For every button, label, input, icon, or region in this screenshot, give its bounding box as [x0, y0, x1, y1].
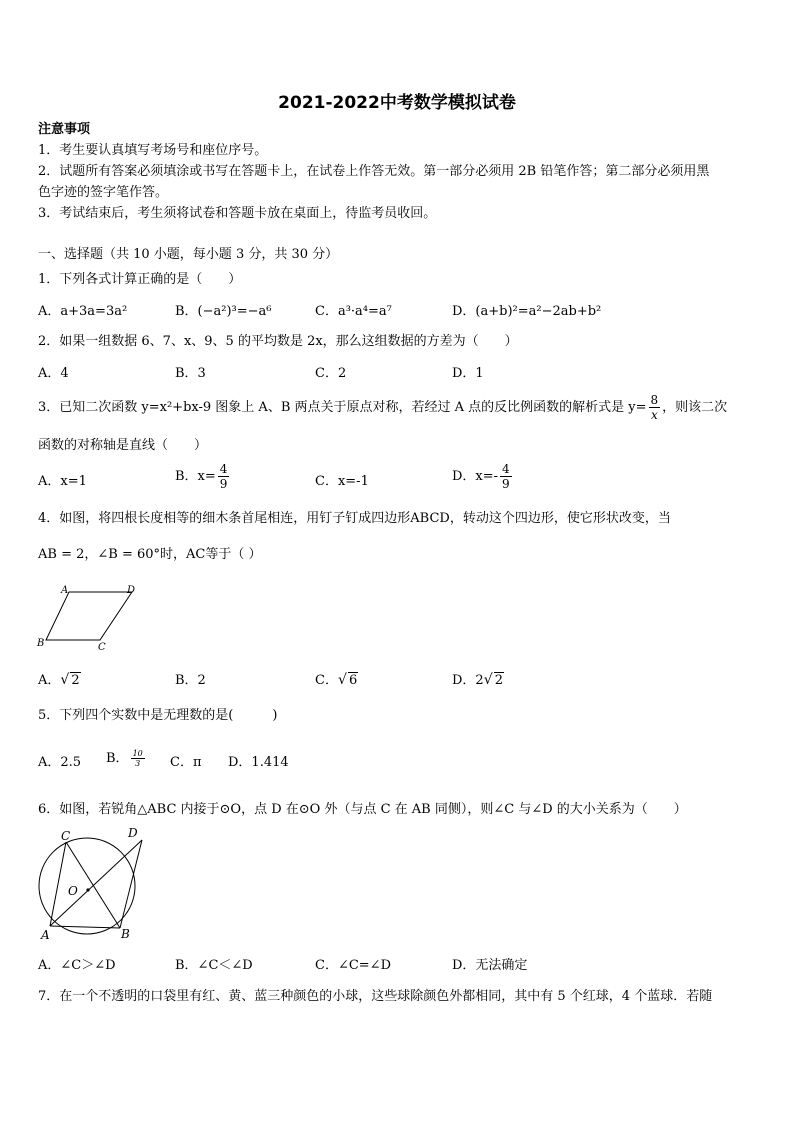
- q4-option-d-prefix: D．2: [452, 673, 484, 688]
- q5-option-b-prefix: B．: [106, 751, 129, 766]
- q2-option-c[interactable]: C．2: [315, 366, 347, 381]
- q1-option-c[interactable]: [315, 304, 392, 320]
- point-b-label: B: [121, 927, 130, 941]
- q3-option-d[interactable]: [452, 462, 514, 491]
- parallelogram-abcd: [46, 592, 132, 640]
- q3-d-numerator: 4: [502, 462, 510, 476]
- q1-option-d-text: D．(a+b)²=a²−2ab+b²: [452, 304, 602, 319]
- circle-figure: [34, 824, 152, 946]
- q4-option-d-radicand: 2: [494, 673, 503, 688]
- q4-option-c-prefix: C．: [315, 673, 338, 688]
- section-heading: 一、选择题（共 10 小题，每小题 3 分，共 30 分）: [38, 247, 339, 262]
- q3-stem-line2: 函数的对称轴是直线（ ）: [38, 438, 208, 453]
- point-d-label: D: [128, 826, 138, 840]
- q6-option-b[interactable]: B．∠C＜∠D: [175, 958, 253, 973]
- note-2-cont: 色字迹的签字笔作答。: [38, 185, 169, 200]
- q6-option-a[interactable]: A．∠C＞∠D: [38, 958, 116, 973]
- q3-frac-denominator: x: [650, 408, 658, 422]
- q3-stem-line1: [38, 393, 727, 422]
- q3-option-c[interactable]: C．x=-1: [315, 474, 369, 489]
- q3-option-d-fraction: [500, 462, 512, 491]
- q7-stem: 7．在一个不透明的口袋里有红、黄、蓝三种颜色的小球，这些球除颜色外都相同，其中有 5 个红球，4 个蓝球．若随: [38, 989, 713, 1004]
- q6-option-c[interactable]: C．∠C=∠D: [315, 958, 391, 973]
- q5-b-denominator: 3: [135, 759, 141, 768]
- q6-stem: 6．如图，若锐角△ABC 内接于⊙O，点 D 在⊙O 外（与点 C 在 AB 同侧），则∠C 与∠D 的大小关系为（ ）: [38, 802, 687, 817]
- q4-option-b[interactable]: B．2: [175, 673, 206, 688]
- note-1: 1．考生要认真填写考场号和座位序号。: [38, 143, 268, 158]
- q4-option-a[interactable]: [38, 673, 81, 689]
- q2-option-b[interactable]: B．3: [175, 366, 206, 381]
- q2-stem: 2．如果一组数据 6、7、x、9、5 的平均数是 2x，那么这组数据的方差为（ ）: [38, 334, 518, 349]
- q3-frac-numerator: 8: [650, 393, 659, 407]
- q4-option-d-sqrt: √ 2: [483, 672, 503, 688]
- vertex-b-label: B: [37, 638, 45, 649]
- page-title: 2021-2022中考数学模拟试卷: [278, 93, 516, 113]
- vertex-a-label: A: [61, 585, 69, 596]
- q3-b-denominator: 9: [219, 477, 228, 491]
- q1-option-c-text: C．a³·a⁴=a⁷: [315, 304, 392, 319]
- q3-option-a[interactable]: A．x=1: [38, 474, 87, 489]
- note-3: 3．考试结束后，考生须将试卷和答题卡放在桌面上，待监考员收回。: [38, 206, 437, 221]
- q3-option-b-prefix: B．x=: [175, 469, 216, 484]
- q2-option-d[interactable]: D．1: [452, 366, 484, 381]
- q4-option-a-prefix: A．: [38, 673, 61, 688]
- q5-b-numerator: 10: [132, 749, 143, 758]
- q5-option-b-fraction: [131, 749, 145, 768]
- q3-stem-text-tail: ，则该二次: [662, 400, 728, 415]
- q1-option-b-text: B．(−a²)³=−a⁶: [175, 304, 272, 319]
- q5-option-d[interactable]: D．1.414: [228, 755, 289, 770]
- point-o-label: O: [68, 884, 78, 898]
- q4-option-c-radicand: 6: [348, 673, 358, 688]
- segment-db: [120, 840, 142, 928]
- q1-option-d[interactable]: [452, 304, 601, 320]
- segment-ab: [50, 926, 120, 928]
- q3-option-b[interactable]: [175, 462, 231, 491]
- q4-option-d[interactable]: [452, 673, 504, 689]
- notes-heading: 注意事项: [38, 122, 91, 137]
- q1-option-a[interactable]: [38, 304, 127, 320]
- q3-b-numerator: 4: [219, 462, 228, 476]
- center-point: [86, 888, 89, 891]
- point-a-label: A: [41, 928, 50, 942]
- q4-option-c-sqrt: √ 6: [337, 672, 358, 688]
- q5-stem: 5．下列四个实数中是无理数的是( ): [38, 708, 278, 723]
- q6-option-d[interactable]: D．无法确定: [452, 958, 528, 973]
- q3-stem-text: 3．已知二次函数 y=x²+bx-9 图象上 A、B 两点关于原点对称，若经过 A 点的反比例函数的解析式是 y=: [38, 400, 647, 415]
- q4-stem-line2: AB = 2，∠B = 60°时，AC等于（ ）: [38, 547, 262, 562]
- q4-option-a-radicand: 2: [71, 673, 80, 688]
- circle-o: [39, 838, 135, 934]
- q4-stem-line1: 4．如图，将四根长度相等的细木条首尾相连，用钉子钉成四边形ABCD，转动这个四边形，使它形状改变，当: [38, 511, 671, 526]
- q3-option-d-prefix: D．x=-: [452, 469, 499, 484]
- note-2: 2．试题所有答案必须填涂或书写在答题卡上，在试卷上作答无效。第一部分必须用 2B 铅笔作答；第二部分必须用黑: [38, 164, 710, 179]
- vertex-c-label: C: [98, 642, 106, 652]
- q1-stem: 1．下列各式计算正确的是（ ）: [38, 272, 242, 287]
- point-c-label: C: [61, 829, 71, 843]
- q5-option-b[interactable]: [106, 749, 147, 768]
- q1-option-b[interactable]: [175, 304, 272, 320]
- q3-d-denominator: 9: [502, 477, 510, 491]
- q3-fraction: [649, 393, 661, 422]
- q3-option-b-fraction: [218, 462, 230, 491]
- q1-option-a-text: A．a+3a=3a²: [38, 304, 128, 319]
- q5-option-a[interactable]: A．2.5: [38, 755, 82, 770]
- q2-option-a[interactable]: A．4: [38, 366, 69, 381]
- parallelogram-figure: [34, 580, 144, 652]
- q4-option-a-sqrt: √ 2: [60, 672, 80, 688]
- q5-option-c[interactable]: C．π: [170, 755, 202, 770]
- vertex-d-label: D: [127, 585, 136, 596]
- q4-option-c[interactable]: [315, 673, 358, 689]
